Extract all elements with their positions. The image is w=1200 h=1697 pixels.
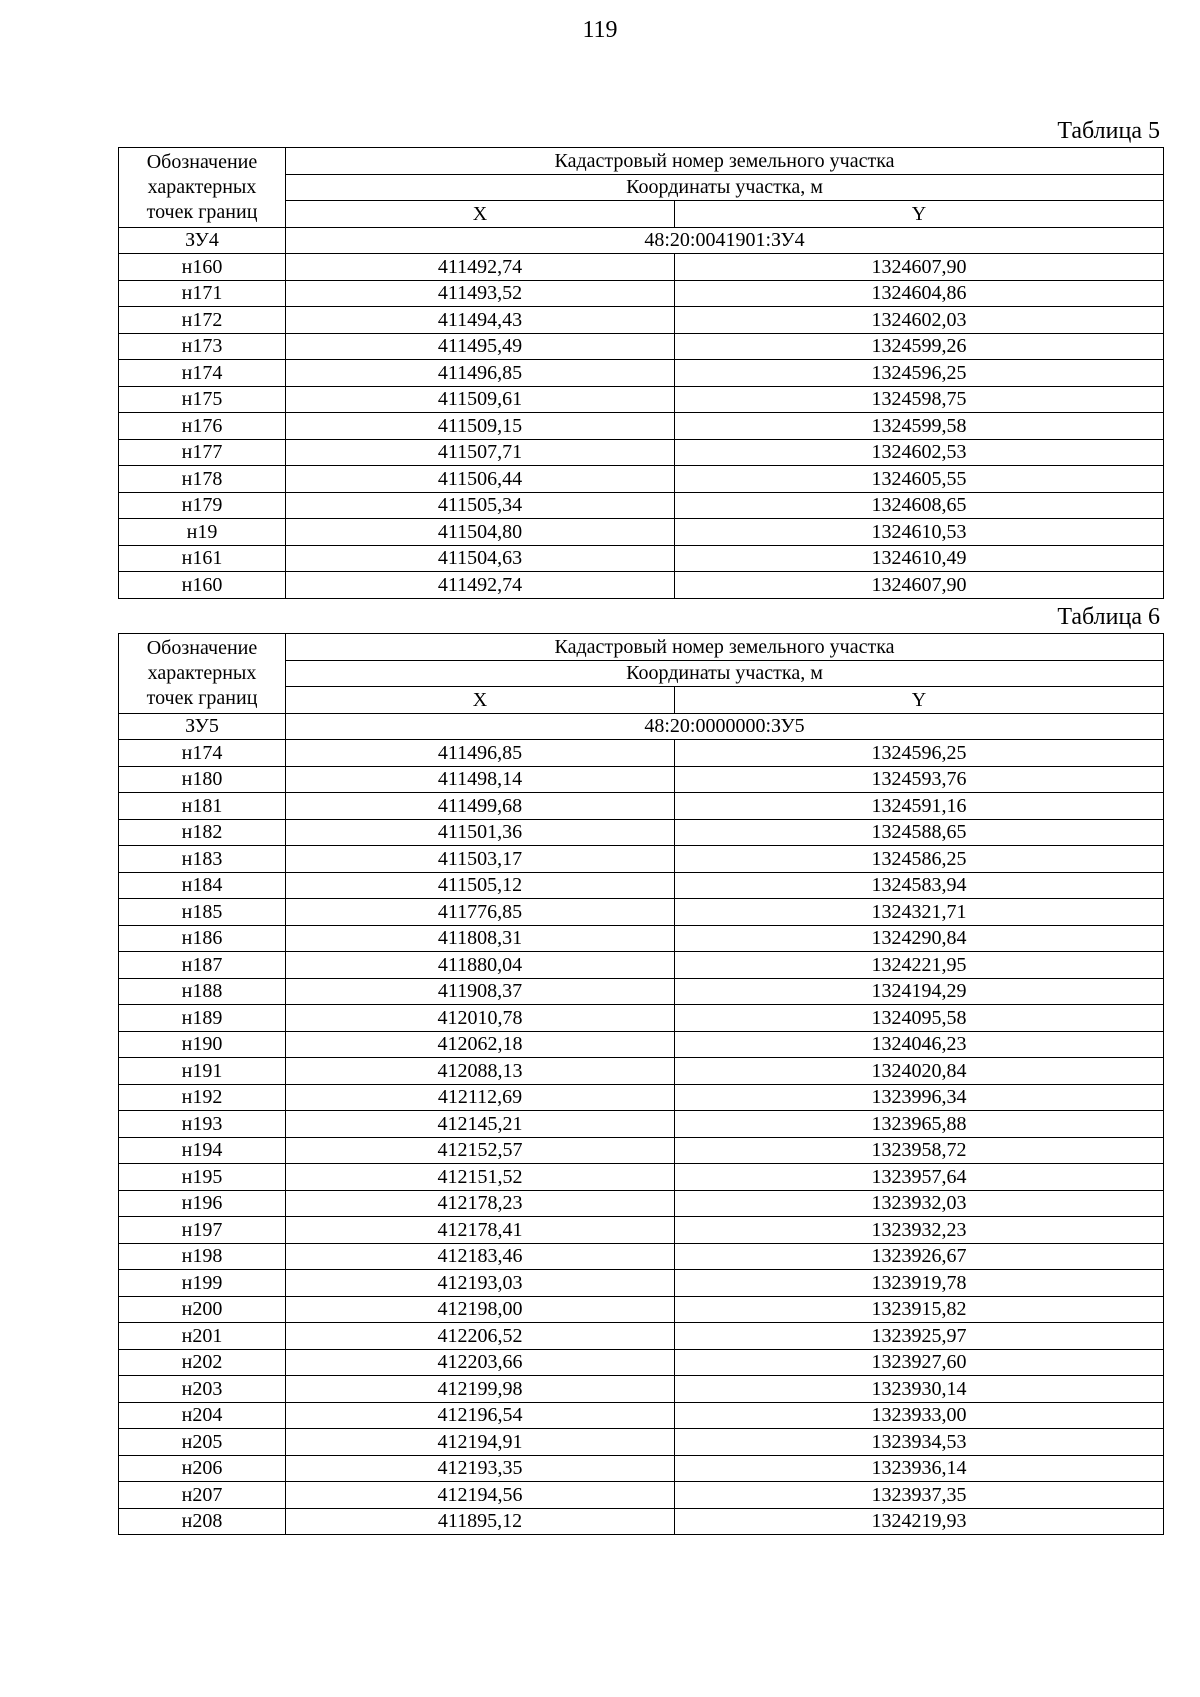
- x-value-cell: 411505,12: [286, 872, 675, 899]
- plot-label: ЗУ5: [119, 713, 286, 740]
- x-value-cell: 411492,74: [286, 572, 675, 599]
- table-row: [119, 280, 1164, 307]
- y-value-cell: 1323915,82: [675, 1296, 1164, 1323]
- y-value-cell: 1324610,49: [675, 545, 1164, 572]
- point-id-cell: н183: [119, 846, 286, 873]
- x-value-cell: 411776,85: [286, 899, 675, 926]
- table-row: [119, 572, 1164, 599]
- y-value-cell: 1323957,64: [675, 1164, 1164, 1191]
- x-value-cell: 412203,66: [286, 1349, 675, 1376]
- table-row: [119, 1429, 1164, 1456]
- table-row: [119, 1137, 1164, 1164]
- y-value-cell: 1323996,34: [675, 1084, 1164, 1111]
- header-row: [119, 634, 1164, 661]
- y-value-cell: 1324598,75: [675, 386, 1164, 413]
- point-id-cell: н19: [119, 519, 286, 546]
- point-id-cell: н196: [119, 1190, 286, 1217]
- y-value-cell: 1324596,25: [675, 360, 1164, 387]
- y-value-cell: 1324290,84: [675, 925, 1164, 952]
- x-value-cell: 411495,49: [286, 333, 675, 360]
- x-value-cell: 411494,43: [286, 307, 675, 334]
- x-column-header: X: [286, 201, 675, 228]
- y-value-cell: 1324596,25: [675, 740, 1164, 767]
- coordinates-header: Координаты участка, м: [286, 174, 1164, 201]
- x-value-cell: 412112,69: [286, 1084, 675, 1111]
- y-value-cell: 1324593,76: [675, 766, 1164, 793]
- table-row: [119, 1190, 1164, 1217]
- y-value-cell: 1323958,72: [675, 1137, 1164, 1164]
- x-value-cell: 411880,04: [286, 952, 675, 979]
- table-row: [119, 1376, 1164, 1403]
- table-row: [119, 1243, 1164, 1270]
- point-id-cell: н203: [119, 1376, 286, 1403]
- y-value-cell: 1323936,14: [675, 1455, 1164, 1482]
- point-id-cell: н192: [119, 1084, 286, 1111]
- table-row: [119, 1482, 1164, 1509]
- y-value-cell: 1324020,84: [675, 1058, 1164, 1085]
- y-column-header: Y: [675, 687, 1164, 714]
- x-value-cell: 411895,12: [286, 1508, 675, 1535]
- y-value-cell: 1324607,90: [675, 254, 1164, 281]
- point-id-cell: н174: [119, 740, 286, 767]
- point-id-cell: н185: [119, 899, 286, 926]
- point-id-cell: н191: [119, 1058, 286, 1085]
- x-value-cell: 411496,85: [286, 360, 675, 387]
- point-id-cell: н160: [119, 254, 286, 281]
- point-id-cell: н160: [119, 572, 286, 599]
- point-id-cell: н178: [119, 466, 286, 493]
- point-designation-header-line: характерных: [147, 661, 257, 684]
- point-id-cell: н186: [119, 925, 286, 952]
- y-value-cell: 1323930,14: [675, 1376, 1164, 1403]
- point-id-cell: н193: [119, 1111, 286, 1138]
- point-designation-header-line: Обозначение: [146, 150, 258, 173]
- table-row: [119, 1508, 1164, 1535]
- x-value-cell: 412193,03: [286, 1270, 675, 1297]
- point-id-cell: н198: [119, 1243, 286, 1270]
- point-id-cell: н199: [119, 1270, 286, 1297]
- x-value-cell: 412196,54: [286, 1402, 675, 1429]
- table-row: [119, 1455, 1164, 1482]
- table-6-caption: Таблица 6: [1057, 604, 1160, 630]
- table-row: [119, 1111, 1164, 1138]
- point-id-cell: н201: [119, 1323, 286, 1350]
- point-id-cell: н200: [119, 1296, 286, 1323]
- point-designation-header-line: точек границ: [146, 200, 258, 223]
- point-id-cell: н208: [119, 1508, 286, 1535]
- table-row: [119, 1031, 1164, 1058]
- x-value-cell: 412062,18: [286, 1031, 675, 1058]
- x-value-cell: 411808,31: [286, 925, 675, 952]
- point-id-cell: н174: [119, 360, 286, 387]
- x-value-cell: 411505,34: [286, 492, 675, 519]
- y-value-cell: 1324586,25: [675, 846, 1164, 873]
- point-id-cell: н171: [119, 280, 286, 307]
- x-value-cell: 411496,85: [286, 740, 675, 767]
- y-value-cell: 1323925,97: [675, 1323, 1164, 1350]
- table-row: [119, 1323, 1164, 1350]
- y-value-cell: 1324221,95: [675, 952, 1164, 979]
- y-value-cell: 1323926,67: [675, 1243, 1164, 1270]
- x-value-cell: 412151,52: [286, 1164, 675, 1191]
- point-id-cell: н179: [119, 492, 286, 519]
- table-row: [119, 846, 1164, 873]
- point-id-cell: н184: [119, 872, 286, 899]
- x-value-cell: 412206,52: [286, 1323, 675, 1350]
- y-value-cell: 1324602,53: [675, 439, 1164, 466]
- y-value-cell: 1324605,55: [675, 466, 1164, 493]
- point-designation-header: [119, 634, 286, 714]
- y-value-cell: 1323934,53: [675, 1429, 1164, 1456]
- point-id-cell: н188: [119, 978, 286, 1005]
- x-value-cell: 411498,14: [286, 766, 675, 793]
- x-value-cell: 411501,36: [286, 819, 675, 846]
- table-row: [119, 1005, 1164, 1032]
- x-value-cell: 412145,21: [286, 1111, 675, 1138]
- table-row: [119, 386, 1164, 413]
- x-value-cell: 412183,46: [286, 1243, 675, 1270]
- point-id-cell: н161: [119, 545, 286, 572]
- point-id-cell: н180: [119, 766, 286, 793]
- table-row: [119, 793, 1164, 820]
- x-value-cell: 411492,74: [286, 254, 675, 281]
- y-value-cell: 1324591,16: [675, 793, 1164, 820]
- y-value-cell: 1323927,60: [675, 1349, 1164, 1376]
- table-row: [119, 1058, 1164, 1085]
- table-row: [119, 545, 1164, 572]
- point-designation-header-line: Обозначение: [146, 636, 258, 659]
- table-row: [119, 1270, 1164, 1297]
- table-row: [119, 492, 1164, 519]
- x-value-cell: 411509,61: [286, 386, 675, 413]
- x-column-header: X: [286, 687, 675, 714]
- x-value-cell: 412178,23: [286, 1190, 675, 1217]
- y-value-cell: 1324608,65: [675, 492, 1164, 519]
- y-value-cell: 1323919,78: [675, 1270, 1164, 1297]
- x-value-cell: 412178,41: [286, 1217, 675, 1244]
- x-value-cell: 412198,00: [286, 1296, 675, 1323]
- y-value-cell: 1324607,90: [675, 572, 1164, 599]
- cadastral-number-header: Кадастровый номер земельного участка: [286, 634, 1164, 661]
- y-value-cell: 1324321,71: [675, 899, 1164, 926]
- table-row: [119, 978, 1164, 1005]
- y-value-cell: 1324219,93: [675, 1508, 1164, 1535]
- y-value-cell: 1324588,65: [675, 819, 1164, 846]
- point-id-cell: н173: [119, 333, 286, 360]
- table-row: [119, 740, 1164, 767]
- x-value-cell: 411506,44: [286, 466, 675, 493]
- x-value-cell: 412010,78: [286, 1005, 675, 1032]
- table-row: [119, 1084, 1164, 1111]
- point-id-cell: н204: [119, 1402, 286, 1429]
- x-value-cell: 411504,63: [286, 545, 675, 572]
- point-id-cell: н175: [119, 386, 286, 413]
- table-row: [119, 333, 1164, 360]
- table-row: [119, 466, 1164, 493]
- point-id-cell: н187: [119, 952, 286, 979]
- table-row: [119, 819, 1164, 846]
- x-value-cell: 411499,68: [286, 793, 675, 820]
- table-row: [119, 1164, 1164, 1191]
- table-row: [119, 925, 1164, 952]
- table-row: [119, 254, 1164, 281]
- plot-row: [119, 227, 1164, 254]
- table-6-body: [119, 634, 1164, 1535]
- point-id-cell: н181: [119, 793, 286, 820]
- y-value-cell: 1323933,00: [675, 1402, 1164, 1429]
- table-5-caption: Таблица 5: [1057, 118, 1160, 144]
- table-5-body: [119, 148, 1164, 599]
- y-value-cell: 1324095,58: [675, 1005, 1164, 1032]
- y-value-cell: 1323932,03: [675, 1190, 1164, 1217]
- point-id-cell: н207: [119, 1482, 286, 1509]
- point-id-cell: н205: [119, 1429, 286, 1456]
- point-id-cell: н195: [119, 1164, 286, 1191]
- y-value-cell: 1324604,86: [675, 280, 1164, 307]
- y-value-cell: 1324583,94: [675, 872, 1164, 899]
- point-id-cell: н176: [119, 413, 286, 440]
- point-id-cell: н190: [119, 1031, 286, 1058]
- x-value-cell: 412152,57: [286, 1137, 675, 1164]
- page-number: 119: [582, 17, 618, 43]
- x-value-cell: 412194,91: [286, 1429, 675, 1456]
- cadastral-number-header: Кадастровый номер земельного участка: [286, 148, 1164, 175]
- table-row: [119, 1349, 1164, 1376]
- y-column-header: Y: [675, 201, 1164, 228]
- y-value-cell: 1323937,35: [675, 1482, 1164, 1509]
- x-value-cell: 411507,71: [286, 439, 675, 466]
- point-id-cell: н206: [119, 1455, 286, 1482]
- table-row: [119, 439, 1164, 466]
- table-row: [119, 766, 1164, 793]
- point-id-cell: н197: [119, 1217, 286, 1244]
- table-row: [119, 307, 1164, 334]
- point-id-cell: н194: [119, 1137, 286, 1164]
- point-id-cell: н177: [119, 439, 286, 466]
- y-value-cell: 1324599,58: [675, 413, 1164, 440]
- x-value-cell: 412199,98: [286, 1376, 675, 1403]
- x-value-cell: 411908,37: [286, 978, 675, 1005]
- point-id-cell: н172: [119, 307, 286, 334]
- y-value-cell: 1324599,26: [675, 333, 1164, 360]
- x-value-cell: 411493,52: [286, 280, 675, 307]
- y-value-cell: 1323965,88: [675, 1111, 1164, 1138]
- point-designation-header-line: характерных: [147, 175, 257, 198]
- table-row: [119, 413, 1164, 440]
- table-row: [119, 899, 1164, 926]
- table-row: [119, 360, 1164, 387]
- x-value-cell: 411503,17: [286, 846, 675, 873]
- plot-cadastral-number: 48:20:0041901:ЗУ4: [286, 227, 1164, 254]
- plot-label: ЗУ4: [119, 227, 286, 254]
- point-designation-header: [119, 148, 286, 228]
- y-value-cell: 1324194,29: [675, 978, 1164, 1005]
- table-row: [119, 1217, 1164, 1244]
- x-value-cell: 411509,15: [286, 413, 675, 440]
- x-value-cell: 412193,35: [286, 1455, 675, 1482]
- coordinates-table-6: [118, 633, 1164, 1535]
- table-row: [119, 519, 1164, 546]
- y-value-cell: 1324610,53: [675, 519, 1164, 546]
- x-value-cell: 412194,56: [286, 1482, 675, 1509]
- x-value-cell: 412088,13: [286, 1058, 675, 1085]
- plot-cadastral-number: 48:20:0000000:ЗУ5: [286, 713, 1164, 740]
- y-value-cell: 1324046,23: [675, 1031, 1164, 1058]
- point-id-cell: н202: [119, 1349, 286, 1376]
- plot-row: [119, 713, 1164, 740]
- header-row: [119, 148, 1164, 175]
- point-id-cell: н189: [119, 1005, 286, 1032]
- point-id-cell: н182: [119, 819, 286, 846]
- table-row: [119, 1402, 1164, 1429]
- y-value-cell: 1324602,03: [675, 307, 1164, 334]
- table-row: [119, 1296, 1164, 1323]
- table-row: [119, 952, 1164, 979]
- coordinates-table-5: [118, 147, 1164, 599]
- point-designation-header-line: точек границ: [146, 686, 258, 709]
- coordinates-header: Координаты участка, м: [286, 660, 1164, 687]
- y-value-cell: 1323932,23: [675, 1217, 1164, 1244]
- table-row: [119, 872, 1164, 899]
- x-value-cell: 411504,80: [286, 519, 675, 546]
